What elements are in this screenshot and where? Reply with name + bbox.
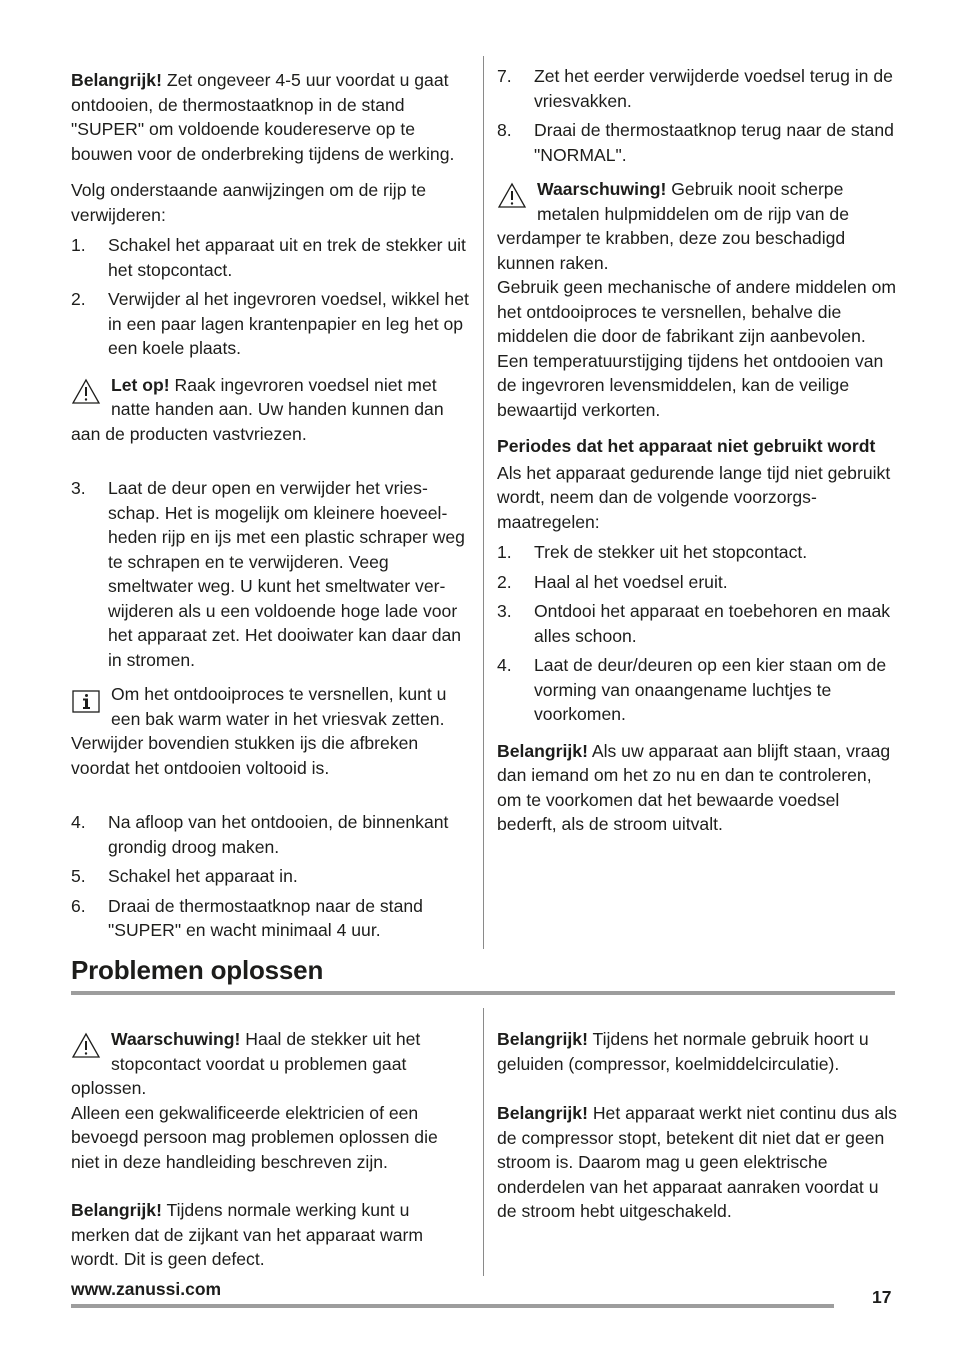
right-column-top: [497, 64, 899, 837]
important-paragraph: Belangrijk! Als uw apparaat aan blijft staan, vraag dan iemand om het zo nu en dan te controleren, om te voorkomen dat het bewaarde voedsel bederft, als de stroom uitvalt.: [497, 740, 891, 834]
left-column-bottom: [71, 1027, 471, 1272]
steps-list-continued: [497, 64, 899, 167]
section-subheading: Periodes dat het apparaat niet gebruikt wordt: [497, 436, 876, 456]
steps-list-a: [71, 233, 471, 361]
list-item: 2. Verwijder al het ingevroren voedsel, wikkel het in een paar lagen krantenpapier en leg het op een koele plaats.: [71, 289, 469, 358]
column-divider-bottom: [483, 1008, 484, 1276]
list-item: 6. Draai de thermostaatknop naar de stand "SUPER" en wacht minimaal 4 uur.: [71, 895, 423, 940]
section-rule: [71, 991, 895, 995]
instruction-intro: Volg onderstaande aanwijzingen om de rijp te verwijderen:: [71, 180, 427, 225]
steps-list-b: [71, 476, 471, 672]
warning-triangle-icon: [497, 177, 531, 213]
list-item: 1. Schakel het apparaat uit en trek de stekker uit het stopcontact.: [71, 235, 466, 280]
list-item: 4. Laat de deur/deuren op een kier staan om de vorming van onaangename luchtjes te voorkomen.: [497, 655, 887, 724]
section-title: Problemen oplossen: [71, 955, 324, 985]
list-item: 3. Laat de deur open en verwijder het vriesschap. Het is mogelijk om kleinere hoeveelheden rijp en ijs met een plastic schraper weg te schrapen en te verwijderen. Veeg smeltwater weg. U kunt het smeltwater verwijderen als u een voldoende hoge lade voor het apparaat zet. Het dooiwater kan daar dan in stromen.: [71, 478, 465, 670]
steps-list-c: [71, 810, 471, 943]
important-paragraph: Belangrijk! Tijdens het normale gebruik hoort u geluiden (compressor, koelmiddelcirculatie).: [497, 1029, 869, 1074]
left-column-top: [71, 68, 471, 948]
list-item: 5. Schakel het apparaat in.: [71, 866, 298, 886]
right-column-bottom: [497, 1027, 897, 1224]
list-item: 1. Trek de stekker uit het stopcontact.: [497, 542, 808, 562]
footer-url[interactable]: www.zanussi.com: [71, 1279, 222, 1299]
list-item: 4. Na afloop van het ontdooien, de binnenkant grondig droog maken.: [71, 812, 449, 857]
subsection-intro: Als het apparaat gedurende lange tijd niet gebruikt wordt, neem dan de volgende voorzorgsmaatregelen:: [497, 462, 891, 532]
important-paragraph: Belangrijk! Zet ongeveer 4-5 uur voordat u gaat ontdooien, de thermostaatknop in de stand "SUPER" om voldoende koudereserve op te bouwen voor de onderbreking tijdens de werking.: [71, 70, 455, 164]
warning-triangle-icon: [71, 373, 105, 409]
warning-triangle-icon: [71, 1027, 105, 1063]
list-item: 8. Draai de thermostaatknop terug naar de stand "NORMAL".: [497, 120, 894, 165]
list-item: 7. Zet het eerder verwijderde voedsel terug in de vriesvakken.: [497, 66, 893, 111]
important-paragraph: Belangrijk! Het apparaat werkt niet continu dus als de compressor stopt, betekent dit niet dat er geen stroom is. Daarom mag u geen elektrische onderdelen van het apparaat aanraken voordat u de stroom hebt uitgeschakeld.: [497, 1103, 897, 1221]
important-paragraph: Belangrijk! Tijdens normale werking kunt u merken dat de zijkant van het apparaat warm wordt. Dit is geen defect.: [71, 1200, 424, 1269]
page-number: 17: [872, 1287, 892, 1307]
precautions-list: [497, 540, 899, 727]
info-icon: [71, 682, 105, 718]
info-note: Om het ontdooiproces te versnellen, kunt u een bak warm water in het vriesvak zetten. Verwijder bovendien stukken ijs die afbreken voordat het ontdooien voltooid is.: [71, 684, 447, 778]
caution-note: Let op! Raak ingevroren voedsel niet met natte handen aan. Uw handen kunnen dan aan de producten vastvriezen.: [71, 374, 444, 444]
footer-rule: [71, 1304, 834, 1308]
warning-note: Waarschuwing! Gebruik nooit scherpe metalen hulpmiddelen om de rijp van de verdamper te krabben, deze zou beschadigd kunnen raken. Gebruik geen mechanische of andere middelen om het ontdooiproces te versnellen, behalve die middelen die door de fabrikant zijn aanbevolen. Een temperatuurstijging tijdens het ontdooien van de ingevroren levensmiddelen, kan de veilige bewaartijd verkorten.: [497, 179, 897, 420]
column-divider-top: [483, 56, 484, 949]
warning-note: Waarschuwing! Haal de stekker uit het stopcontact voordat u problemen gaat oplossen. Alleen een gekwalificeerde elektricien of een bevoegd persoon mag problemen oplossen die niet in deze handleiding beschreven zijn.: [71, 1029, 438, 1172]
list-item: 3. Ontdooi het apparaat en toebehoren en maak alles schoon.: [497, 601, 891, 646]
list-item: 2. Haal al het voedsel eruit.: [497, 571, 728, 592]
